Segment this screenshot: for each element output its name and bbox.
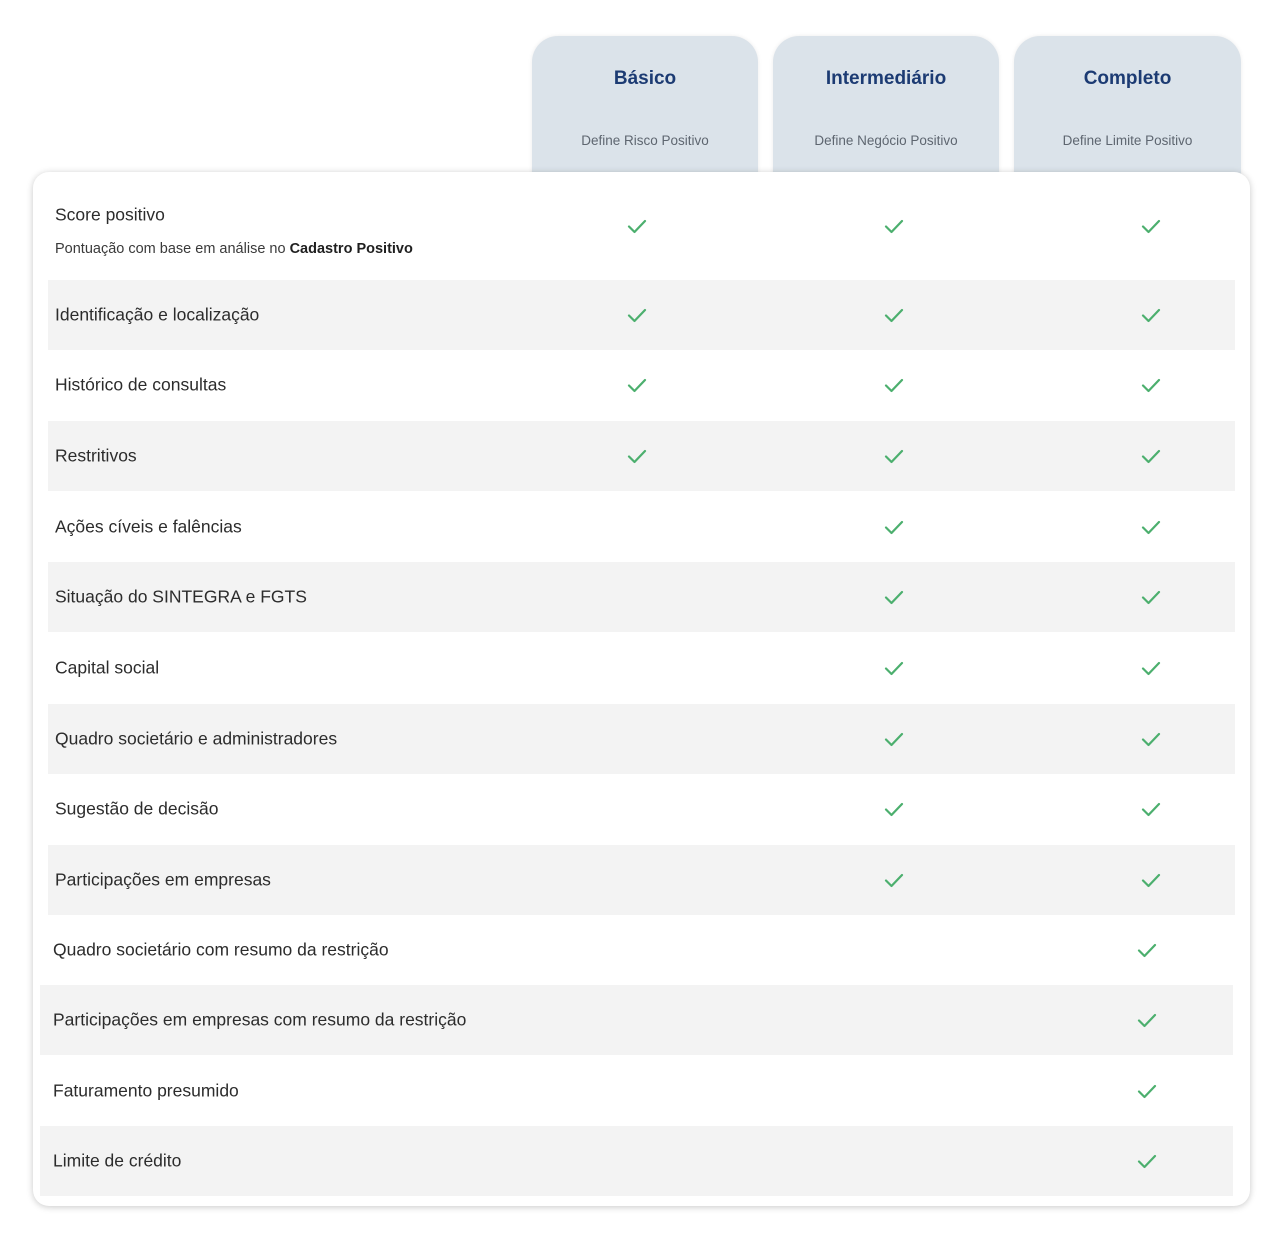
check-icon	[883, 516, 905, 538]
check-icon	[1140, 215, 1162, 237]
feature-label: Faturamento presumido	[53, 1080, 239, 1101]
check-icon	[883, 586, 905, 608]
check-icon	[1140, 728, 1162, 750]
plan-name: Completo	[1083, 68, 1172, 89]
feature-row	[48, 562, 1235, 632]
check-icon	[883, 728, 905, 750]
check-icon	[1140, 798, 1162, 820]
check-icon	[1140, 374, 1162, 396]
check-icon	[1140, 445, 1162, 467]
check-icon	[626, 215, 648, 237]
check-icon	[1140, 657, 1162, 679]
feature-row	[40, 1126, 1233, 1196]
feature-description: Pontuação com base em análise no Cadastro Positivo	[55, 241, 413, 257]
feature-label: Quadro societário com resumo da restrição	[53, 939, 389, 960]
feature-label: Limite de crédito	[53, 1150, 182, 1171]
feature-label: Sugestão de decisão	[55, 798, 219, 819]
check-icon	[883, 869, 905, 891]
check-icon	[1136, 1080, 1158, 1102]
plan-subtitle: Define Negócio Positivo	[814, 133, 958, 148]
feature-row	[48, 350, 1235, 420]
feature-label: Quadro societário e administradores	[55, 728, 338, 749]
feature-row	[48, 492, 1235, 562]
check-icon	[1140, 304, 1162, 326]
feature-label: Score positivo	[55, 204, 165, 225]
check-icon	[883, 445, 905, 467]
feature-row	[40, 915, 1233, 985]
plan-header-intermediario	[773, 36, 999, 182]
check-icon	[883, 798, 905, 820]
feature-row	[48, 774, 1235, 844]
check-icon	[883, 304, 905, 326]
feature-label: Histórico de consultas	[55, 374, 227, 395]
feature-row	[48, 704, 1235, 774]
feature-row	[40, 985, 1233, 1055]
check-icon	[883, 215, 905, 237]
feature-row	[48, 633, 1235, 703]
feature-label: Ações cíveis e falências	[55, 516, 242, 537]
plan-name: Básico	[613, 68, 677, 89]
plan-subtitle: Define Risco Positivo	[581, 133, 709, 148]
check-icon	[883, 657, 905, 679]
check-icon	[1136, 1009, 1158, 1031]
feature-label: Participações em empresas	[55, 869, 271, 890]
feature-description-highlight: Cadastro Positivo	[289, 241, 413, 257]
feature-row	[48, 280, 1235, 350]
feature-row	[40, 1056, 1233, 1126]
check-icon	[1136, 1150, 1158, 1172]
comparison-table	[33, 172, 1250, 1206]
plan-name: Intermediário	[825, 68, 947, 89]
feature-label: Situação do SINTEGRA e FGTS	[55, 586, 307, 607]
feature-row	[48, 172, 1235, 280]
check-icon	[1140, 516, 1162, 538]
plan-header-basico	[532, 36, 758, 182]
check-icon	[883, 374, 905, 396]
feature-row	[48, 421, 1235, 491]
feature-row	[48, 845, 1235, 915]
check-icon	[626, 304, 648, 326]
feature-label: Identificação e localização	[55, 304, 260, 325]
check-icon	[626, 374, 648, 396]
feature-label: Participações em empresas com resumo da restrição	[53, 1009, 467, 1030]
feature-label: Capital social	[55, 657, 160, 678]
check-icon	[1140, 869, 1162, 891]
check-icon	[626, 445, 648, 467]
feature-label: Restritivos	[55, 445, 137, 466]
check-icon	[1140, 586, 1162, 608]
plan-header-completo	[1014, 36, 1241, 182]
plan-subtitle: Define Limite Positivo	[1062, 133, 1193, 148]
check-icon	[1136, 939, 1158, 961]
